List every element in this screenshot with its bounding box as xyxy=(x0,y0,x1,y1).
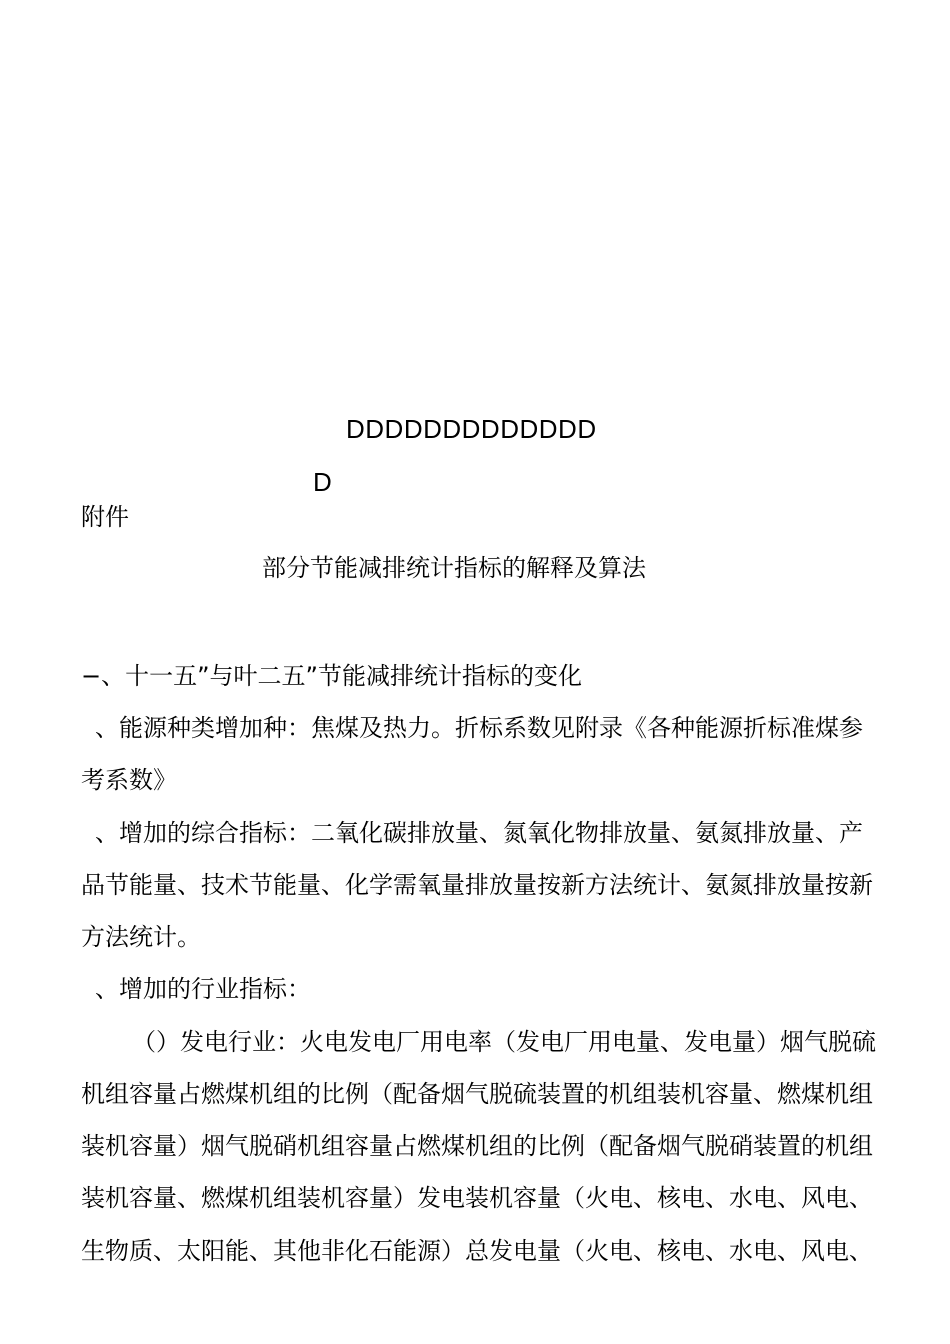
paragraph-line: 装机容量）烟气脱硝机组容量占燃煤机组的比例（配备烟气脱硝装置的机组 xyxy=(81,1132,873,1160)
attachment-label: 附件 xyxy=(81,503,129,531)
paragraph-line: 、增加的综合指标：二氧化碳排放量、氮氧化物排放量、氨氮排放量、产 xyxy=(95,819,863,847)
paragraph-line: 考系数》 xyxy=(81,766,177,794)
section-heading: −、十一五”与叶二五”节能减排统计指标的变化 xyxy=(81,662,582,690)
placeholder-glyph-row-2: D xyxy=(313,467,333,497)
paragraph-line: 、增加的行业指标： xyxy=(95,975,311,1003)
paragraph-line: 机组容量占燃煤机组的比例（配备烟气脱硫装置的机组装机容量、燃煤机组 xyxy=(81,1080,873,1108)
paragraph-line: 装机容量、燃煤机组装机容量）发电装机容量（火电、核电、水电、风电、 xyxy=(81,1184,873,1212)
paragraph-line: 生物质、太阳能、其他非化石能源）总发电量（火电、核电、水电、风电、 xyxy=(81,1237,873,1265)
placeholder-glyph-row: DDDDDDDDDDDDD xyxy=(346,414,597,444)
document-title: 部分节能减排统计指标的解释及算法 xyxy=(262,554,646,582)
paragraph-line: 品节能量、技术节能量、化学需氧量排放量按新方法统计、氨氮排放量按新 xyxy=(81,871,873,899)
paragraph-line: 方法统计。 xyxy=(81,923,201,951)
paragraph-line: （）发电行业：火电发电厂用电率（发电厂用电量、发电量）烟气脱硫 xyxy=(132,1028,876,1056)
paragraph-line: 、能源种类增加种：焦煤及热力。折标系数见附录《各种能源折标准煤参 xyxy=(95,714,863,742)
